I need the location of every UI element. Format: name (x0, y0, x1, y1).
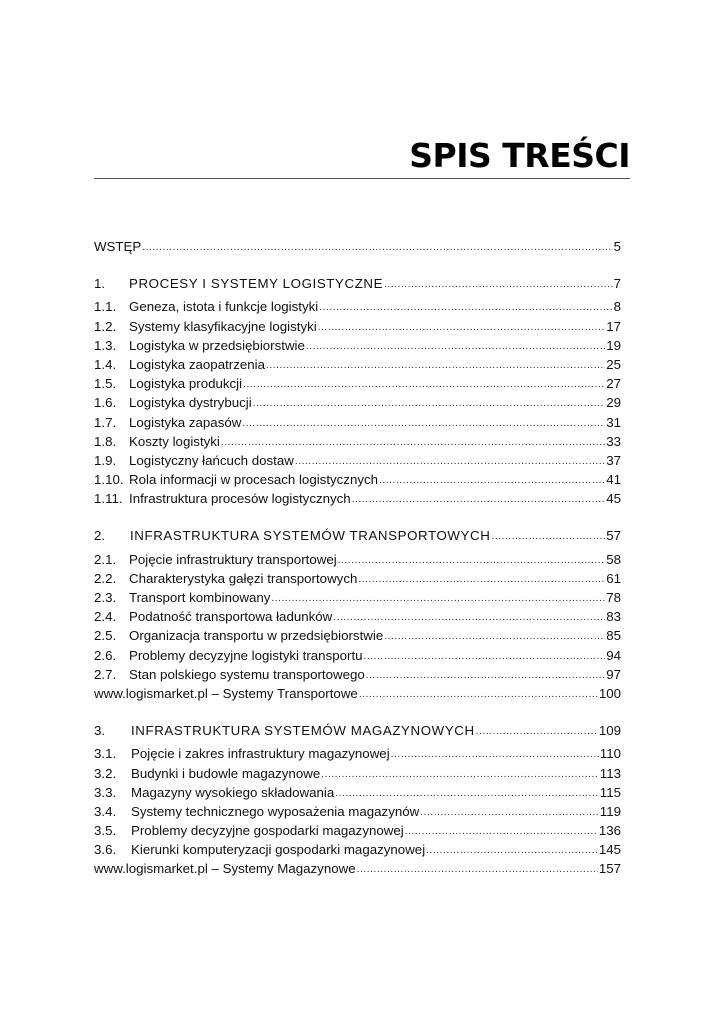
toc-entry[interactable] (94, 569, 621, 588)
toc-chapter-number: 3. (94, 723, 106, 739)
toc-page-number: 100 (598, 685, 621, 701)
toc-entry[interactable] (94, 470, 621, 489)
toc-page-number: 78 (606, 590, 621, 605)
toc-entry-number: 2.2. (94, 570, 117, 586)
toc-entry-label: Infrastruktura procesów logistycznych (129, 491, 351, 507)
toc-page-number: 97 (606, 666, 621, 682)
toc-entry[interactable] (94, 764, 621, 783)
toc-page-number: 37 (606, 452, 621, 468)
toc-entry-label: Geneza, istota i funkcje logistyki (129, 299, 319, 315)
toc-entry-number: 1.2. (94, 318, 117, 334)
toc-page-number: 29 (606, 395, 621, 411)
dot-leader (295, 452, 605, 471)
toc-entry-number: 1.1. (94, 299, 117, 315)
toc-entry[interactable] (94, 744, 621, 763)
toc-entry-number: 3.6. (94, 842, 117, 858)
toc-entry-label: Budynki i budowle magazynowe (131, 765, 321, 781)
toc-page-number: 61 (606, 570, 621, 586)
toc-page-number: 115 (599, 784, 621, 800)
dot-leader (253, 394, 606, 413)
toc-chapter-2[interactable] (94, 526, 621, 545)
toc-page-number: 113 (599, 765, 621, 781)
toc-entry-number: 1.7. (94, 414, 117, 430)
dot-leader (266, 356, 605, 375)
toc-entry-label: Systemy technicznego wyposażenia magazynów (131, 803, 420, 819)
toc-entry-label: Rola informacji w procesach logistycznych (129, 472, 379, 488)
toc-page-number: 145 (598, 842, 621, 858)
dot-leader (319, 298, 612, 317)
dot-leader (364, 647, 606, 666)
toc-entry-label: Logistyka zaopatrzenia (129, 356, 266, 372)
toc-entry-number: 1.4. (94, 356, 117, 372)
toc-entry-number: 1.5. (94, 376, 117, 392)
dot-leader (242, 414, 605, 433)
toc-page-number: 83 (606, 609, 621, 625)
toc-entry[interactable] (94, 626, 621, 645)
toc-entry[interactable] (94, 550, 621, 569)
toc-entry-label: Charakterystyka gałęzi transportowych (129, 570, 358, 586)
toc-chapter-number: 1. (94, 276, 106, 292)
dot-leader (333, 608, 605, 627)
dot-leader (384, 627, 605, 646)
dot-leader (384, 275, 612, 294)
dot-leader (420, 803, 599, 822)
toc-page-number: 110 (599, 746, 621, 762)
toc-entry[interactable] (94, 451, 621, 470)
table-of-contents (94, 237, 621, 879)
toc-entry-link[interactable] (94, 684, 621, 703)
toc-entry[interactable] (94, 336, 621, 355)
toc-chapter-1[interactable] (94, 274, 621, 293)
toc-page-number: 19 (606, 337, 621, 353)
toc-entry-number: 3.5. (94, 823, 117, 839)
toc-entry-label: Magazyny wysokiego składowania (131, 784, 335, 800)
title-divider (94, 178, 630, 179)
toc-page-number: 57 (606, 528, 621, 544)
toc-entry[interactable] (94, 413, 621, 432)
toc-entry-number: 2.1. (94, 551, 117, 567)
toc-chapter-label: PROCESY I SYSTEMY LOGISTYCZNE (129, 276, 384, 292)
toc-page-number: 27 (606, 376, 621, 392)
toc-entry-number: 2.7. (94, 666, 117, 682)
toc-entry[interactable] (94, 802, 621, 821)
toc-entry-number: 1.9. (94, 452, 117, 468)
page-title: SPIS TREŚCI (409, 136, 630, 175)
toc-entry-link[interactable] (94, 859, 621, 878)
dot-leader (359, 685, 598, 704)
dot-leader (338, 551, 606, 570)
toc-entry[interactable] (94, 355, 621, 374)
toc-chapter-number: 2. (94, 528, 106, 544)
toc-page-number: 31 (606, 414, 621, 430)
toc-entry-number: 3.4. (94, 803, 117, 819)
toc-entry-number: 3.1. (94, 746, 117, 762)
toc-entry[interactable] (94, 588, 621, 607)
dot-leader (366, 666, 605, 685)
toc-entry-label: Podatność transportowa ładunków (129, 609, 333, 625)
toc-entry[interactable] (94, 840, 621, 859)
toc-entry[interactable] (94, 646, 621, 665)
toc-page-number: 25 (606, 356, 621, 372)
dot-leader (358, 570, 605, 589)
toc-entry[interactable] (94, 317, 621, 336)
toc-entry[interactable] (94, 665, 621, 684)
toc-page-number: 94 (606, 647, 621, 663)
toc-entry[interactable] (94, 374, 621, 393)
dot-leader (379, 471, 605, 490)
toc-entry-number: 2.3. (94, 590, 117, 605)
dot-leader (476, 722, 598, 741)
toc-entry-label: Pojęcie infrastruktury transportowej (129, 551, 337, 567)
toc-entry-label: Logistyczny łańcuch dostaw (129, 452, 294, 468)
toc-entry[interactable] (94, 783, 621, 802)
toc-entry-label: Pojęcie i zakres infrastruktury magazynowej (131, 746, 390, 762)
toc-entry-label: Transport kombinowany (129, 590, 271, 605)
toc-entry-label: Problemy decyzyjne gospodarki magazynowej (131, 823, 404, 839)
toc-entry-label: Logistyka zapasów (129, 414, 242, 430)
toc-entry-number: 1.8. (94, 433, 117, 449)
toc-entry[interactable] (94, 393, 621, 412)
dot-leader (142, 238, 612, 257)
toc-page-number: 41 (606, 472, 621, 488)
dot-leader (306, 337, 605, 356)
toc-entry-label: www.logismarket.pl – Systemy Transportowe (94, 685, 358, 701)
toc-page-number: 5 (613, 239, 621, 254)
toc-entry-label: Systemy klasyfikacyjne logistyki (129, 318, 317, 334)
toc-entry[interactable] (94, 607, 621, 626)
toc-entry-label: Logistyka w przedsiębiorstwie (129, 337, 305, 353)
toc-entry-label: Koszty logistyki (129, 433, 220, 449)
toc-entry-label: Organizacja transportu w przedsiębiorstwie (129, 628, 384, 644)
dot-leader (491, 527, 605, 546)
dot-leader (318, 318, 606, 337)
toc-entry-intro[interactable] (94, 237, 621, 256)
toc-entry[interactable] (94, 297, 621, 316)
toc-entry-number: 2.4. (94, 609, 117, 625)
dot-leader (221, 433, 605, 452)
toc-chapter-label: INFRASTRUKTURA SYSTEMÓW TRANSPORTOWYCH (130, 528, 491, 544)
toc-page-number: 33 (606, 433, 621, 449)
toc-page-number: 136 (598, 823, 621, 839)
toc-entry-label: Kierunki komputeryzacji gospodarki magazynowej (131, 842, 426, 858)
dot-leader (357, 860, 598, 879)
toc-page-number: 119 (599, 803, 621, 819)
toc-entry-number: 3.3. (94, 784, 117, 800)
toc-page-number: 8 (613, 299, 621, 315)
toc-page-number: 45 (606, 491, 621, 507)
toc-entry-label: Stan polskiego systemu transportowego (129, 666, 365, 682)
dot-leader (321, 765, 599, 784)
dot-leader (352, 490, 605, 509)
toc-entry-label: www.logismarket.pl – Systemy Magazynowe (94, 861, 356, 877)
toc-entry-label: Logistyka produkcji (129, 376, 243, 392)
toc-chapter-label: INFRASTRUKTURA SYSTEMÓW MAGAZYNOWYCH (131, 723, 475, 739)
toc-entry-label: Problemy decyzyjne logistyki transportu (129, 647, 363, 663)
toc-entry-number: 2.5. (94, 628, 117, 644)
toc-page-number: 109 (598, 723, 621, 739)
toc-entry[interactable] (94, 821, 621, 840)
toc-entry-number: 3.2. (94, 765, 117, 781)
toc-page-number: 58 (606, 551, 621, 567)
toc-entry-number: 2.6. (94, 647, 117, 663)
dot-leader (391, 745, 599, 764)
toc-entry[interactable] (94, 432, 621, 451)
toc-entry-number: 1.3. (94, 337, 117, 353)
dot-leader (243, 375, 605, 394)
toc-entry-label: Logistyka dystrybucji (129, 395, 252, 411)
toc-entry-label: WSTĘP (94, 239, 142, 254)
toc-page-number: 157 (598, 861, 621, 877)
dot-leader (271, 589, 605, 608)
dot-leader (426, 841, 598, 860)
toc-entry-number: 1.11. (94, 491, 123, 507)
toc-page-number: 17 (606, 318, 621, 334)
toc-page-number: 7 (613, 276, 621, 292)
toc-entry-number: 1.10. (94, 472, 124, 488)
dot-leader (335, 784, 599, 803)
toc-page-number: 85 (606, 628, 621, 644)
toc-entry-number: 1.6. (94, 395, 117, 411)
dot-leader (405, 822, 598, 841)
toc-entry[interactable] (94, 489, 621, 508)
toc-chapter-3[interactable] (94, 721, 621, 740)
